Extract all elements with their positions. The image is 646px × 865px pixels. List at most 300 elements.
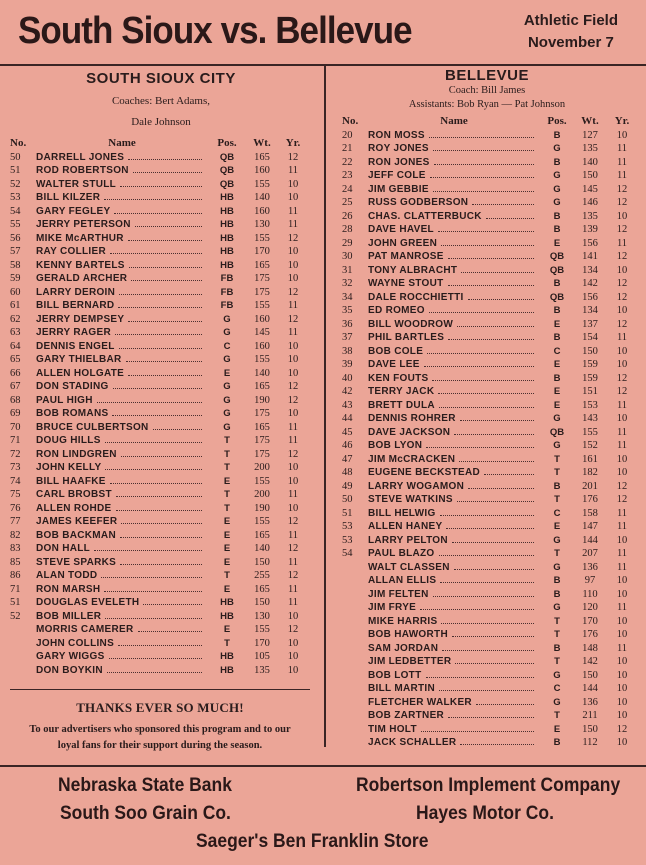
column-divider (324, 64, 326, 747)
roster-row (342, 250, 638, 264)
player-yr: 12 (616, 183, 628, 195)
player-no: 32 (342, 278, 353, 289)
player-name (36, 650, 208, 664)
roster-row (342, 291, 638, 305)
roster-row (10, 637, 308, 651)
player-pos: G (553, 197, 561, 208)
player-no: 66 (10, 367, 21, 379)
leader-dots (460, 412, 534, 421)
roster-row (10, 272, 308, 286)
thanks-title: THANKS EVER SO MUCH! (76, 700, 244, 715)
player-name-text: JEFF COLE (368, 170, 426, 181)
roster-row (342, 520, 638, 534)
player-name (368, 412, 540, 426)
leader-dots (441, 615, 534, 624)
player-name (36, 299, 208, 313)
player-pos: HB (220, 664, 234, 676)
leader-dots (433, 183, 534, 192)
player-no: 50 (342, 494, 353, 505)
player-pos: T (554, 615, 560, 627)
player-no (342, 628, 368, 642)
player-yr: 11 (616, 156, 628, 168)
roster-row (342, 466, 638, 480)
player-pos: T (554, 656, 560, 667)
player-no: 75 (10, 489, 21, 500)
roster-row (342, 358, 638, 372)
date-label: November 7 (527, 34, 614, 51)
player-name (36, 151, 208, 165)
player-no (342, 696, 368, 710)
player-wt: 150 (582, 723, 598, 735)
roster-row (342, 696, 638, 710)
roster-row (342, 561, 638, 575)
player-no: 74 (10, 475, 21, 487)
player-name (36, 245, 208, 259)
player-name-text: BOB HAWORTH (368, 629, 448, 640)
south-sioux-coaches-2: Dale Johnson (131, 116, 191, 128)
player-yr: 11 (616, 170, 628, 181)
player-name-text: RON LINDGREN (36, 448, 117, 460)
player-no: 45 (342, 426, 353, 438)
player-pos: T (224, 448, 230, 460)
col-no: No. (342, 115, 359, 127)
player-name-text: JOHN COLLINS (36, 637, 115, 649)
player-yr: 10 (287, 664, 299, 676)
player-name (368, 318, 540, 332)
roster-row (342, 426, 638, 440)
player-name-text: ALLEN ROHDE (36, 502, 112, 514)
leader-dots (121, 515, 202, 524)
south-sioux-section (0, 70, 322, 131)
leader-dots (421, 723, 534, 732)
player-wt: 144 (582, 534, 598, 546)
player-wt: 155 (254, 624, 270, 635)
player-pos: B (553, 278, 561, 289)
leader-dots (448, 277, 534, 286)
player-wt: 175 (254, 273, 270, 284)
player-name (368, 534, 540, 548)
player-name-text: CARL BROBST (36, 489, 112, 500)
player-wt: 154 (582, 332, 598, 343)
player-wt: 148 (582, 642, 598, 654)
roster-row (10, 205, 308, 219)
leader-dots (129, 259, 202, 268)
player-name (368, 561, 540, 575)
thanks-line-1: To our advertisers who sponsored this program and to our (29, 724, 291, 735)
player-name (368, 358, 540, 372)
player-name (368, 399, 540, 413)
leader-dots (116, 502, 202, 511)
player-yr: 10 (616, 588, 628, 600)
player-yr: 10 (616, 669, 628, 681)
col-name: Name (440, 115, 468, 127)
roster-row (10, 542, 308, 556)
player-yr: 10 (616, 305, 628, 316)
player-yr: 12 (287, 381, 299, 392)
player-no (10, 637, 36, 651)
player-wt: 141 (582, 251, 598, 262)
leader-dots (452, 628, 534, 637)
player-name (368, 453, 540, 467)
player-no: 51 (10, 597, 21, 608)
player-name-text: TONY ALBRACHT (368, 264, 458, 276)
player-name (36, 259, 208, 273)
roster-row (10, 596, 308, 610)
leader-dots (454, 561, 534, 570)
player-wt: 143 (582, 413, 598, 424)
player-name-text: MIKE HARRIS (368, 615, 438, 627)
player-yr: 10 (616, 467, 628, 478)
player-name (36, 191, 208, 205)
roster-row (10, 569, 308, 583)
leader-dots (427, 345, 534, 354)
leader-dots (472, 196, 534, 205)
thanks-line-2: loyal fans for their support during the season. (57, 740, 263, 751)
player-yr: 10 (287, 340, 299, 352)
ad-robertson-implement: Robertson Implement Company (356, 775, 621, 796)
roster-header-row (342, 115, 638, 129)
roster-row (10, 191, 308, 205)
leader-dots (468, 291, 534, 300)
roster-row (10, 151, 308, 165)
leader-dots (439, 399, 534, 408)
player-wt: 136 (582, 696, 598, 708)
leader-dots (426, 669, 534, 678)
player-yr: 11 (287, 597, 299, 608)
player-name (368, 183, 540, 197)
player-name-text: JIM McCRACKEN (368, 453, 456, 465)
player-wt: 160 (254, 340, 270, 352)
player-name-text: ROY JONES (368, 143, 429, 154)
player-name (368, 237, 540, 251)
player-no: 70 (10, 421, 21, 433)
player-name (36, 434, 208, 448)
player-pos: G (553, 440, 561, 451)
player-name-text: LARRY PELTON (368, 534, 448, 546)
player-yr: 11 (287, 435, 299, 446)
leader-dots (107, 664, 202, 673)
player-no: 44 (342, 413, 353, 424)
player-no: 55 (10, 219, 21, 230)
player-wt: 134 (582, 305, 598, 316)
bellevue-roster (342, 115, 638, 750)
leader-dots (468, 480, 534, 489)
player-name-text: BOB LYON (368, 440, 423, 451)
player-wt: 207 (582, 548, 598, 559)
player-name-text: BOB COLE (368, 345, 424, 357)
player-name-text: FLETCHER WALKER (368, 696, 472, 708)
leader-dots (486, 210, 534, 219)
player-name-text: DALE ROCCHIETTI (368, 291, 464, 303)
player-pos: G (223, 381, 231, 392)
player-name (368, 493, 540, 507)
player-pos: QB (219, 165, 235, 176)
player-wt: 142 (582, 656, 598, 667)
player-no: 39 (342, 359, 353, 370)
roster-row (10, 232, 308, 246)
player-name-text: JERRY DEMPSEY (36, 313, 125, 325)
player-wt: 176 (582, 629, 598, 640)
player-pos: B (553, 332, 561, 343)
player-wt: 182 (582, 467, 598, 478)
player-yr: 12 (287, 286, 299, 298)
player-no: 54 (10, 205, 21, 217)
player-name-text: PHIL BARTLES (368, 332, 445, 343)
player-name-text: TIM HOLT (368, 723, 417, 735)
player-pos: B (553, 224, 561, 235)
player-pos: E (223, 516, 231, 527)
player-wt: 134 (582, 264, 598, 276)
player-name-text: LARRY WOGAMON (368, 480, 465, 492)
player-pos: T (554, 629, 560, 640)
player-yr: 10 (616, 129, 628, 141)
player-pos: G (553, 183, 561, 195)
player-name-text: BILL KILZER (36, 192, 101, 203)
player-name (36, 178, 208, 192)
player-yr: 11 (616, 642, 628, 654)
player-yr: 11 (287, 205, 299, 217)
player-pos: G (223, 394, 231, 406)
player-name-text: DON STADING (36, 381, 109, 392)
player-yr: 10 (287, 651, 299, 662)
player-name-text: BOB BACKMAN (36, 529, 116, 541)
player-name-text: BILL HELWIG (368, 507, 436, 519)
game-venue-date (524, 10, 618, 54)
leader-dots (440, 507, 534, 516)
player-yr: 11 (616, 440, 628, 451)
player-name (36, 461, 208, 475)
player-wt: 159 (582, 372, 598, 384)
player-name (36, 232, 208, 246)
player-name-text: DAVE JACKSON (368, 426, 451, 438)
roster-row (342, 412, 638, 426)
player-name-text: BILL BERNARD (36, 300, 115, 311)
player-name-text: SAM JORDAN (368, 642, 439, 654)
player-wt: 170 (254, 637, 270, 649)
player-wt: 155 (254, 232, 270, 244)
player-no: 38 (342, 345, 353, 357)
player-yr: 11 (616, 426, 628, 438)
player-wt: 159 (582, 359, 598, 370)
roster-row (10, 164, 308, 178)
player-wt: 176 (582, 494, 598, 505)
south-sioux-roster (10, 137, 308, 677)
player-name-text: ALLEN HANEY (368, 521, 443, 532)
player-wt: 150 (582, 170, 598, 181)
player-name-text: LARRY DEROIN (36, 286, 116, 298)
player-pos: T (554, 548, 560, 559)
player-no: 25 (342, 197, 353, 208)
leader-dots (105, 610, 202, 619)
player-wt: 165 (254, 259, 270, 271)
leader-dots (461, 264, 534, 273)
leader-dots (110, 245, 202, 254)
player-name-text: GERALD ARCHER (36, 273, 128, 284)
roster-row (10, 394, 308, 408)
player-pos: FB (220, 286, 234, 298)
roster-row (342, 723, 638, 737)
player-name-text: STEVE SPARKS (36, 556, 117, 568)
leader-dots (434, 156, 534, 165)
player-no: 63 (10, 327, 21, 338)
player-name-text: BOB ROMANS (36, 408, 109, 419)
leader-dots (110, 475, 202, 484)
player-yr: 10 (616, 629, 628, 640)
leader-dots (455, 655, 534, 664)
player-pos: G (223, 327, 231, 338)
col-no: No. (10, 137, 27, 149)
leader-dots (131, 272, 202, 281)
leader-dots (448, 709, 534, 718)
player-name (36, 205, 208, 219)
roster-row (342, 507, 638, 521)
leader-dots (138, 623, 202, 632)
player-pos: E (223, 529, 231, 541)
player-name (36, 313, 208, 327)
player-wt: 135 (582, 210, 598, 222)
player-name (368, 331, 540, 345)
player-pos: E (553, 399, 561, 411)
player-name (36, 164, 208, 178)
player-name (36, 542, 208, 556)
player-pos: E (223, 583, 231, 595)
player-yr: 11 (616, 561, 628, 573)
leader-dots (441, 237, 534, 246)
player-yr: 12 (287, 232, 299, 244)
leader-dots (430, 169, 534, 178)
player-yr: 10 (616, 615, 628, 627)
roster-row (10, 461, 308, 475)
player-pos: FB (220, 273, 234, 284)
roster-row (10, 245, 308, 259)
player-yr: 10 (287, 502, 299, 514)
col-wt: Wt. (581, 115, 599, 127)
player-name-text: JAMES KEEFER (36, 516, 118, 527)
roster-row (342, 142, 638, 156)
player-wt: 130 (254, 219, 270, 230)
player-name-text: EUGENE BECKSTEAD (368, 467, 481, 478)
player-pos: T (554, 710, 560, 721)
player-pos: HB (220, 205, 234, 217)
roster-row (342, 129, 638, 143)
leader-dots (433, 588, 534, 597)
player-pos: C (553, 683, 561, 694)
program-header (0, 0, 646, 66)
player-name-text: KEN FOUTS (368, 372, 429, 384)
roster-row (342, 331, 638, 345)
player-no: 26 (342, 210, 353, 222)
leader-dots (143, 596, 202, 605)
player-name-text: MORRIS CAMERER (36, 624, 134, 635)
player-yr: 10 (616, 359, 628, 370)
player-name (368, 142, 540, 156)
player-name-text: PAUL BLAZO (368, 548, 435, 559)
player-name (36, 488, 208, 502)
player-name (368, 723, 540, 737)
player-name-text: ALLEN HOLGATE (36, 367, 125, 379)
player-pos: T (224, 637, 230, 649)
player-pos: G (223, 421, 231, 433)
player-no: 53 (342, 521, 353, 532)
player-pos: HB (220, 259, 234, 271)
player-pos: HB (220, 610, 234, 622)
player-yr: 12 (287, 570, 299, 581)
player-name (368, 601, 540, 615)
roster-row (10, 340, 308, 354)
player-name (36, 272, 208, 286)
player-no: 42 (342, 386, 353, 397)
player-no (10, 664, 36, 678)
player-name-text: DARRELL JONES (36, 151, 125, 163)
player-yr: 10 (287, 192, 299, 203)
player-yr: 12 (616, 494, 628, 505)
player-pos: G (223, 313, 231, 325)
leader-dots (104, 583, 202, 592)
player-no: 49 (342, 480, 353, 492)
player-name (36, 623, 208, 637)
roster-row (342, 709, 638, 723)
leader-dots (459, 453, 534, 462)
player-name-text: DON HALL (36, 543, 91, 554)
player-no (342, 561, 368, 575)
roster-row (10, 286, 308, 300)
roster-header-row (10, 137, 308, 151)
player-name-text: KENNY BARTELS (36, 259, 125, 271)
leader-dots (128, 367, 202, 376)
player-yr: 10 (287, 273, 299, 284)
roster-row (342, 682, 638, 696)
roster-row (10, 448, 308, 462)
player-no: 67 (10, 381, 21, 392)
roster-row (342, 169, 638, 183)
leader-dots (128, 313, 202, 322)
roster-row (10, 218, 308, 232)
player-name (368, 628, 540, 642)
roster-row (342, 345, 638, 359)
roster-row (10, 326, 308, 340)
player-name-text: WALTER STULL (36, 178, 117, 190)
leader-dots (442, 642, 534, 651)
player-name-text: JOHN GREEN (368, 237, 438, 249)
player-name (36, 421, 208, 435)
leader-dots (119, 286, 202, 295)
player-name-text: DAVE LEE (368, 359, 420, 370)
player-pos: B (553, 156, 561, 168)
leader-dots (128, 151, 202, 160)
player-yr: 10 (287, 637, 299, 649)
player-name-text: ALLAN ELLIS (368, 575, 437, 586)
leader-dots (429, 129, 534, 138)
player-wt: 255 (254, 570, 270, 581)
player-yr: 12 (287, 394, 299, 406)
player-no: 60 (10, 286, 21, 298)
player-name-text: DAVE HAVEL (368, 224, 434, 235)
player-wt: 155 (582, 426, 598, 438)
player-name (368, 277, 540, 291)
player-yr: 12 (616, 723, 628, 735)
ad-hayes-motor: Hayes Motor Co. (416, 803, 554, 824)
leader-dots (460, 736, 534, 745)
player-no: 85 (10, 556, 21, 568)
player-name-text: JERRY RAGER (36, 327, 111, 338)
leader-dots (113, 380, 202, 389)
player-yr: 10 (616, 683, 628, 694)
player-wt: 165 (254, 421, 270, 433)
player-yr: 12 (287, 313, 299, 325)
player-yr: 12 (616, 224, 628, 235)
player-wt: 200 (254, 462, 270, 473)
player-name-text: GARY WIGGS (36, 651, 105, 662)
